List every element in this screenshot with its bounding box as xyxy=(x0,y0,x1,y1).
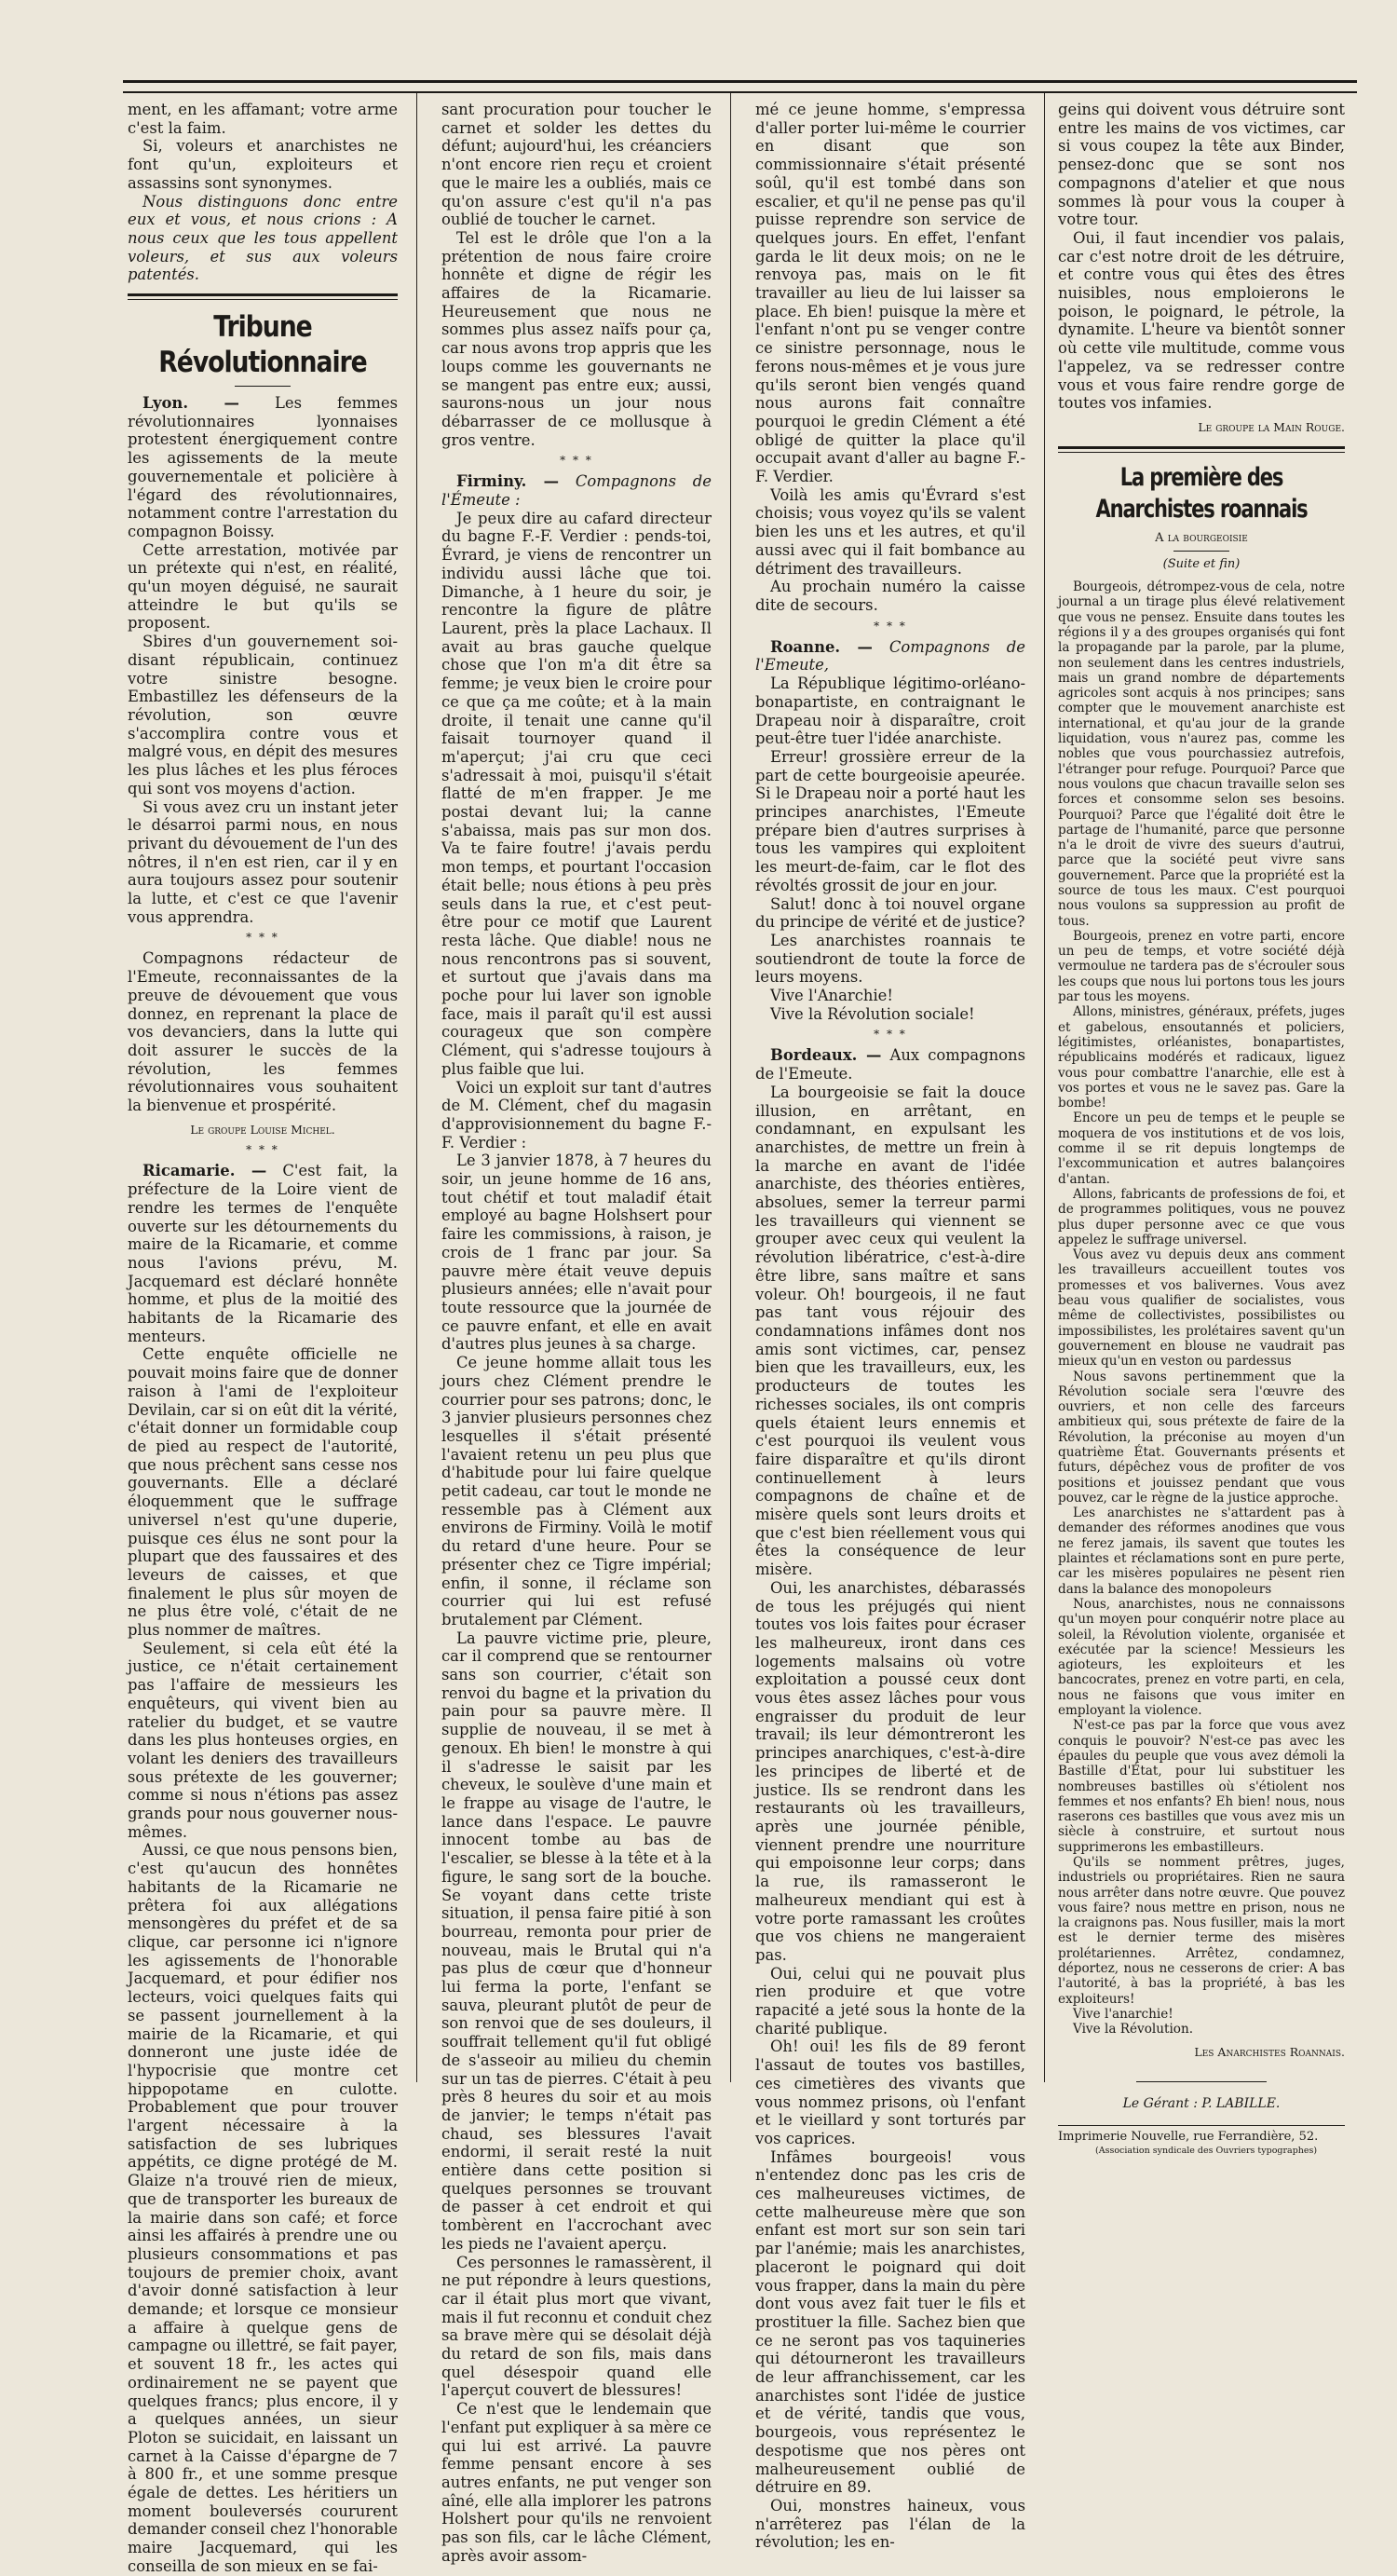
column-rule-2 xyxy=(730,93,731,2082)
kicker-ricamarie: Ricamarie. — xyxy=(142,1162,267,1180)
bordeaux-p2: Oui, les anarchistes, débarassés de tous les préjugés qui nient toutes vos lois faites pour écraser les malheureux, iront dans ces logements malsains où votre exploitation a poussé ceux dont vous êtes assez lâches pour vous engraisser du produit de leur travail; ils leur démontreront les principes anarchiques, c'est-à-dire les principes de liberté et de justice. Ils se rendront dans les restaurants où les travailleurs, après une journée pénible, viennent prendre une nourriture qui empoisonne leur corps; dans la rue, ils ramasseront le malheureux mendiant qui est à votre porte ramassant les croûtes que vos chiens ne mangeraient pas. xyxy=(755,1578,1025,1964)
col2-intro-p2: Tel est le drôle que l'on a la prétention de nous faire croire honnête et digne de régir les affaires de la Ricamarie. Heureusement que nous ne sommes plus assez naïfs pour ça, car nous avons trop appris que les loups comme les gouvernants ne se mangent pas entre eux; aussi, saurons-nous un jour nous débarrasser de ce mollusque à gros ventre. xyxy=(441,228,712,449)
lyon-p2: Cette arrestation, motivée par un prétexte qui n'est, en réalité, qu'un moyen déguisé, ne saurait atteindre le but qu'ils se proposent. xyxy=(128,540,398,633)
bordeaux-p1: La bourgeoisie se fait la douce illusion, en arrêtant, en condamnant, en expulsant les anarchistes, de mettre un frein à la marche en avant de l'idée anarchiste, des théories entières, absolues, semer la terreur parmi les travailleurs qui viennent se grouper avec ceux qui veulent la révolution libératrice, c'est-à-dire être libre, sans maître et sans voleur. Oh! bourgeois, il ne faut pas tant vous réjouir des condamnations infâmes dont nos amis sont victimes, car, pensez bien que les travailleurs, eux, les producteurs de toutes les richesses sociales, ils ont compris quels étaient leurs ennemis et c'est pourquoi ils veulent vous faire disparaître et qu'ils diront continuellement à leurs compagnons de chaîne et de misère quels sont leurs droits et que c'est bien réellement vous qui êtes la conséquence de leur misère. xyxy=(755,1083,1025,1579)
title-underline xyxy=(235,386,291,387)
roanne-p6: Vive la Révolution sociale! xyxy=(770,1004,975,1023)
roanne-p1: La République légitimo-orléano-bonapartiste, en contraignant le Drapeau noir à disparaître, croit peut-être tuer l'idée anarchiste. xyxy=(755,675,1025,748)
imprint xyxy=(1058,2130,1345,2158)
ricamarie-p4: Aussi, ce que nous pensons bien, c'est qu'aucun des honnêtes habitants de la Ricamarie ne prêtera foi aux allégations mensongères du préfet et de sa clique, car personne ici n'ignore les agissements de l'honorable Jacquemard, et pour édifier nos lecteurs, voici quelques faits qui se passent journellement à la mairie de la Ricamarie, et qui donneront une juste idée de l'hypocrisie que montre cet hippopotame en culotte. Probablement que pour trouver l'argent nécessaire à la satisfaction de ses lubriques appétits, ce digne protégé de M. Glaize n'a trouvé rien de mieux, que de transporter les bureaux de la mairie dans son café; et force ainsi les affairés à prendre une ou plusieurs consommations et pas toujours de premier choix, avant d'avoir donné satisfaction à leur demande; et lorsque ce monsieur a affaire à quelque gens de campagne ou illettré, se fait payer, et souvent 18 fr., les actes qui ordinairement ne se payent que quelques francs; plus encore, il y a quelques années, un sieur Ploton se suicidait, en laissant un carnet à la Caisse d'épargne de 7 à 800 fr., et une somme presque égale de dettes. Les héritiers un moment bouleversés coururent demander conseil chez l'honorable maire Jacquemard, qui les conseilla de son mieux en se fai- xyxy=(128,1841,398,2575)
roannais-p2: Bourgeois, prenez en votre parti, encore un peu de temps, et votre société déjà vermoulue ne tardera pas de s'écrouler sous les coups que nous lui portons tous les jours par tous les moyens. xyxy=(1058,928,1345,1005)
firminy-p7: Ce n'est que le lendemain que l'enfant put expliquer à sa mère ce qui lui est arrivé. La pauvre femme pensant encore à ses autres enfants, ne put venger son aîné, elle alla implorer les patrons Holshert pour qu'ils ne renvoient pas son fils, car le lâche Clément, après avoir assom- xyxy=(441,2400,712,2565)
imprint-rule xyxy=(1058,2125,1345,2126)
col4-intro-p2: Oui, il faut incendier vos palais, car c'est notre droit de les détruire, et contre vous qui êtes des êtres nuisibles, nous emploierons le poison, le poignard, le pétrole, la dynamite. L'heure va bientôt sonner où cette vile multitude, comme vous l'appelez, va se redresser contre vous et vous faire rendre gorge de toutes vos infamies. xyxy=(1058,228,1345,413)
firminy-p6: Ces personnes le ramassèrent, il ne put répondre à leurs questions, car il était plus mort que vivant, mais il fut reconnu et conduit chez sa brave mère qui se désolait déjà du retard de son fils, mais dans quel désespoir quand elle l'aperçut couvert de blessures! xyxy=(441,2253,712,2400)
roannais-p8: Les anarchistes ne s'attardent pas à demander des réformes anodines que vous ne ferez jamais, ils savent que toutes les plaintes et réclamations sont en pure perte, car les misères populaires ne pèsent rien dans la balance des monopoleurs xyxy=(1058,1506,1345,1597)
dinkus: * * * xyxy=(560,454,593,468)
roannais-p1: Bourgeois, détrompez-vous de cela, notre journal a un tirage plus élevé relativement que vous ne pensez. Ensuite dans toutes les régions il y a des groupes organisés qui font la propagande par la parole, par la plume, non seulement dans les centres industriels, mais un grand nombre de départements agricoles sont acquis à nos principes; sans compter que le mouvement anarchiste est international, et qu'au jour de la grande liquidation, vous n'aurez pas, comme les nobles que vous pourchassiez autrefois, l'étranger pour refuge. Pourquoi? Parce que nous voulons que chacun travaille selon ses forces et consomme selon ses besoins. Pourquoi? Parce que l'égalité doit être le partage de l'humanité, parce que personne n'a le droit de vivre des sueurs d'autrui, parce que la société peut vivre sans gouvernement. Parce que la propriété est la source de tous les maux. C'est pourquoi nous voulons sa suppression au profit de tous. xyxy=(1058,579,1345,929)
section-title-tribune: Tribune Révolutionnaire xyxy=(158,310,367,380)
roanne-p2: Erreur! grossière erreur de la part de cette bourgeoisie apeurée. Si le Drapeau noir a porté haut les principes anarchistes, l'Emeute prépare bien d'autres surprises à tous les vampires qui exploitent les meurt-de-faim, car le flot des révoltés grossit de jour en jour. xyxy=(755,747,1025,894)
roannais-p6: Vous avez vu depuis deux ans comment les travailleurs accueillent toutes vos promesses et vos balivernes. Vous avez beau vous qualifier de socialistes, vous même de collectivistes, possibilistes ou impossibilistes, les prolétaires savent qu'un gouvernement en blouse ne vaudrait pas mieux qu'un en veston ou pardessus xyxy=(1058,1247,1345,1370)
bordeaux-p4: Oh! oui! les fils de 89 feront l'assaut de toutes vos bastilles, ces cimetières des vivants que vous nommez prisons, où l'enfant et le vieillard y sont torturés par vos caprices. xyxy=(755,2038,1025,2147)
firminy-p5: La pauvre victime prie, pleure, car il comprend que se rentourner sans son courrier, c'était son renvoi du bagne et la privation du pain pour sa pauvre mère. Il supplie de nouveau, il se met à genoux. Eh bien! le monstre à qui il s'adresse le saisit par les cheveux, le soulève d'une main et le frappe au visage de l'autre, le lance dans l'espace. Le pauvre innocent tombe au bas de l'escalier, se blesse à la tête et à la figure, le sang sort de la bouche. Se voyant dans cette triste situation, il pensa faire pitié à son bourreau, remonta pour prier de nouveau, mais le Brutal qui n'a pas plus de cœur que d'honneur lui ferma la porte, l'enfant se sauva, pleurant plutôt de peur de son renvoi que de ses douleurs, il souffrait tellement qu'il fut obligé de s'asseoir au milieu du chemin sur un tas de pierres. C'était à peu près 8 heures du soir et au mois de janvier; le temps n'était pas chaud, ses blessures l'avait endormi, il serait resté la nuit entière dans cette position si quelques personnes se trouvant de passer à cet endroit et qui tombèrent en l'accrochant avec les pieds ne l'avaient aperçu. xyxy=(441,1629,712,2253)
dinkus: * * * xyxy=(874,1028,907,1042)
top-double-rule xyxy=(123,80,1357,93)
firminy-p1: Je peux dire au cafard directeur du bagne F.-F. Verdier : pends-toi, Évrard, je viens de rencontrer un individu aussi lâche que toi. Dimanche, à 1 heure du soir, je rencontre la figure de plâtre Laurent, près la place Lachaux. Il avait au bras gauche quelque chose que l'on m'a dit être sa femme; je veux bien le croire pour ce que ça me coûte; et à la main droite, il tenait une canne qu'il faisait tournoyer quand il m'aperçut; j'ai cru que ceci s'adressait à moi, puisqu'il s'était flatté de m'en frapper. Je me postai devant lui; la canne s'abaissa, mais pas sur mon dos. Va te faire foutre! j'avais perdu mon temps, et pourtant l'occasion était belle; nous étions à peu près seuls dans la rue, et c'est peut-être pour ce motif que Laurent resta lâche. Que diable! nous ne nous rencontrons pas si souvent, et surtout que j'avais dans ma poche pour lui laver son ignoble face, mais il paraît qu'il est aussi courageux que son compère Clément, qui s'adresse toujours à plus faible que lui. xyxy=(441,509,712,1078)
footer-rule xyxy=(1136,2081,1267,2082)
column-rule-1 xyxy=(416,93,417,2082)
col3-intro-p1: mé ce jeune homme, s'empressa d'aller porter lui-même le courrier en disant que son commissionnaire s'était présenté soûl, qu'il est tombé dans son escalier, et qu'il ne pense pas qu'il puisse reprendre son service de quelques jours. En effet, l'enfant garda le lit deux mois; on ne le renvoya pas, mais on le fit travailler au lieu de lui laisser sa place. Eh bien! puisque la mère et l'enfant n'ont pu se venger contre ce sinistre personnage, nous le ferons nous-mêmes et je vous jure qu'ils seront bien vengés quand nous aurons fait connaître pourquoi le gredin Clément a été obligé de quitter la place qu'il occupait avant d'aller au bagne F.-F. Verdier. xyxy=(755,101,1025,486)
firminy-p3: Le 3 janvier 1878, à 7 heures du soir, un jeune homme de 16 ans, tout chétif et tout maladif était employé au bagne Holshsert pour faire les commissions, à raison, je crois de 1 franc par jour. Sa pauvre mère était veuve depuis plusieurs années; elle n'avait pour toute ressource que la journée de ce pauvre enfant, et elle en avait d'autres plus jeunes à sa charge. xyxy=(441,1152,712,1354)
roannais-p7: Nous savons pertinemment que la Révolution sociale sera l'œuvre des ouvriers, et non celle des farceurs ambitieux qui, sous prétexte de faire de la Révolution, la préconise au moyen d'un quatrième État. Gouvernants présents et futurs, dépêchez vous de profiter de vos positions et jouissez pendant que vous pouvez, car le règne de la justice approche. xyxy=(1058,1369,1345,1506)
section-divider xyxy=(1058,446,1345,453)
imprint-address: Imprimerie Nouvelle, rue Ferrandière, 52. xyxy=(1058,2129,1319,2144)
kicker-roanne: Roanne. — xyxy=(770,637,873,656)
col1-intro-p1: ment, en les affamant; votre arme c'est la faim. xyxy=(128,101,398,137)
kicker-firminy: Firminy. — xyxy=(456,472,560,491)
compagnons-letter: Compagnons rédacteur de l'Emeute, reconnaissantes de la preuve de dévouement que vous donnez, en reprenant la place de vos devanciers, dans la lutte qui doit assurer le succès de la révolution, les femmes révolutionnaires vous souhaitent la bienvenue et prospérité. xyxy=(128,949,398,1115)
subhead-bourgeoisie: A la bourgeoisie xyxy=(1155,530,1248,545)
dinkus: * * * xyxy=(246,931,279,945)
roannais-p9: Nous, anarchistes, nous ne connaissons qu'un moyen pour conquérir notre place au soleil, la Révolution violente, organisée et exécutée par la science! Messieurs les agioteurs, les exploiteurs et les bancocrates, prenez en votre parti, en cela, nous ne faisons que vous imiter en employant la violence. xyxy=(1058,1596,1345,1719)
roannais-p11: Qu'ils se nomment prêtres, juges, industriels ou propriétaires. Rien ne saura nous arrêter dans notre œuvre. Que pouvez vous faire? nous mettre en prison, nous ne la craignons pas. Nous fusiller, mais la mort est le dernier terme des misères prolétariennes. Arrêtez, condamnez, déportez, nous ne cesserons de crier: A bas l'autorité, à bas la propriété, à bas les exploiteurs! xyxy=(1058,1855,1345,2007)
lyon-p3: Sbires d'un gouvernement soi-disant républicain, continuez votre sinistre besogne. Embastillez les défenseurs de la révolution, son œuvre s'accomplira contre vous et malgré vous, en dépit des mesures les plus lâches et les plus féroces qui sont vos moyens d'action. xyxy=(128,633,398,797)
imprint-association: (Association syndicale des Ouvriers typographes) xyxy=(1095,2145,1318,2156)
kicker-bordeaux: Bordeaux. — xyxy=(770,1046,882,1065)
column-4 xyxy=(1058,101,1345,2156)
roannais-p3: Allons, ministres, généraux, préfets, juges et gabelous, ensoutannés et policiers, légitimistes, orléanistes, bonapartistes, républicains modérés et radicaux, liguez vous pour combattre l'anarchie, elle est à vos portes et vous ne le savez pas. Gare la bombe! xyxy=(1058,1004,1345,1111)
firminy-p2: Voici un exploit sur tant d'autres de M. Clément, chef du magasin d'approvisionnement du bagne F.-F. Verdier : xyxy=(441,1078,712,1152)
subhead-rule xyxy=(1173,551,1229,552)
roanne-p4: Les anarchistes roannais te soutiendront de toute la force de leurs moyens. xyxy=(755,931,1025,987)
dinkus: * * * xyxy=(874,619,907,633)
roanne-p5: Vive l'Anarchie! xyxy=(770,987,893,1005)
lyon-p1: Les femmes révolutionnaires lyonnaises protestent énergiquement contre les agissements de la meute gouvernementale et policière à l'égard des révolutionnaires, notamment contre l'arrestation du compagnon Boissy. xyxy=(128,394,398,540)
col3-intro-p3: Au prochain numéro la caisse dite de secours. xyxy=(755,578,1025,614)
bordeaux-p6: Oui, monstres haineux, vous n'arrêterez pas l'élan de la révolution; les en- xyxy=(755,2497,1025,2552)
signature-louise-michel: Le groupe Louise Michel. xyxy=(190,1122,335,1137)
column-3 xyxy=(755,101,1025,2552)
col4-intro-p1: geins qui doivent vous détruire sont entre les mains de vos victimes, car si vous coupez la tête aux Binder, pensez-donc que se sont nos compagnons d'atelier et que nous sommes là pour vous la couper à votre tour. xyxy=(1058,101,1345,229)
roannais-p10: N'est-ce pas par la force que vous avez conquis le pouvoir? N'est-ce pas avec les épaules du peuple que vous avez démoli la Bastille d'État, pour lui substituer les nombreuses bastilles où s'étiolent nos femmes et nos enfants? Eh bien! nous, nous raserons ces bastilles que vous avez mis un siècle à construire, et surtout nous supprimerons les embastilleurs. xyxy=(1058,1718,1345,1855)
col2-intro-p1: sant procuration pour toucher le carnet et solder les dettes du défunt; aujourd'hui, les créanciers n'ont encore rien reçu et croient que le maire les a oubliés, mais ce qu'on assure c'est qu'il n'a pas oublié de toucher le carnet. xyxy=(441,101,712,229)
signature-anarchistes-roannais: Les Anarchistes Roannais. xyxy=(1194,2044,1345,2059)
bordeaux-p5: Infâmes bourgeois! vous n'entendez donc pas les cris de ces malheureuses victimes, de cette malheureuse mère que son enfant est mort sur son sein tari par l'anémie; mais les anarchistes, placeront le poignard qui doit vous frapper, dans la main du père dont vous avez fait tuer le fils et prostituer la fille. Sachez bien que ce ne seront pas vos taquineries qui détourneront les travailleurs de leur affranchissement, car les anarchistes sont l'idée de justice et de vérité, tandis que vous, bourgeois, vous représentez le despotisme que nos pères ont malheureusement oublié de détruire en 89. xyxy=(755,2147,1025,2497)
bordeaux-salutation: Aux compagnons de l'Emeute. xyxy=(755,1046,1025,1084)
ricamarie-p3: Seulement, si cela eût été la justice, ce n'était certainement pas l'affaire de messieurs les enquêteurs, qui vivent bien au ratelier du budget, et se vautre dans les plus honteuses orgies, en volant les deniers des travailleurs sous prétexte de les gouverner; comme si nous n'étions pas assez grands pour nous gouverner nous-mêmes. xyxy=(128,1639,398,1841)
roannais-p13: Vive la Révolution. xyxy=(1073,2022,1194,2038)
roannais-p4: Encore un peu de temps et le peuple se moquera de vos institutions et de vos lois, comme il se rit depuis longtemps de l'excommunication et autres balançoires d'antan. xyxy=(1058,1111,1345,1187)
dinkus: * * * xyxy=(246,1143,279,1157)
suite-et-fin: (Suite et fin) xyxy=(1162,557,1241,572)
roanne-p3: Salut! donc à toi nouvel organe du principe de vérité et de justice? xyxy=(755,894,1025,932)
lyon-p4: Si vous avez cru un instant jeter le désarroi parmi nous, en nous privant du dévouement de l'un des nôtres, il n'en est rien, car il y en aura toujours assez pour soutenir la lutte, et c'est ce que l'avenir vous apprendra. xyxy=(128,797,398,926)
gerant-line: Le Gérant : P. LABILLE. xyxy=(1122,2096,1281,2112)
col1-intro-p3: Nous distinguons donc entre eux et vous, et nous crions : A nous ceux que les tous appellent voleurs, et sus aux voleurs patentés. xyxy=(128,192,398,284)
ricamarie-p1: C'est fait, la préfecture de la Loire vient de rendre les termes de l'enquête ouverte sur les détournements du maire de la Ricamarie, et comme nous l'avions prévu, M. Jacquemard est déclaré honnête homme, et plus de la moitié des habitants de la Ricamarie des menteurs. xyxy=(128,1162,398,1345)
section-divider xyxy=(128,293,398,300)
bordeaux-p3: Oui, celui qui ne pouvait plus rien produire et que votre rapacité a jeté sous la honte de la charité publique. xyxy=(755,1964,1025,2038)
column-1 xyxy=(128,101,398,2575)
column-rule-3 xyxy=(1044,93,1045,2082)
column-2 xyxy=(441,101,712,2565)
col1-intro-p2: Si, voleurs et anarchistes ne font qu'un, exploiteurs et assassins sont synonymes. xyxy=(128,137,398,192)
roanne-salutation: Compagnons de l'Emeute, xyxy=(755,637,1025,675)
roannais-p12: Vive l'anarchie! xyxy=(1073,2006,1173,2022)
kicker-lyon: Lyon. — xyxy=(142,394,239,413)
col3-intro-p2: Voilà les amis qu'Évrard s'est choisis; vous voyez qu'ils se valent bien les uns et les autres, et qu'il aussi avec qui il fait bombance au détriment des travailleurs. xyxy=(755,485,1025,578)
firminy-salutation: Compagnons de l'Émeute : xyxy=(441,472,712,510)
firminy-p4: Ce jeune homme allait tous les jours chez Clément prendre le courrier pour ses patrons; donc, le 3 janvier plusieurs personnes chez lesquelles il s'était présenté l'avaient retenu un peu plus que d'habitude pour lui faire quelque petit cadeau, car tout le monde ne ressemble pas à Clément aux environs de Firminy. Voilà le motif du retard d'une heure. Pour se présenter chez ce Tigre impérial; enfin, il sonne, il réclame son courrier qui lui est refusé brutalement par Clément. xyxy=(441,1354,712,1629)
section-title-roannais: La première des Anarchistes roannais xyxy=(1095,462,1308,524)
signature-main-rouge: Le groupe la Main Rouge. xyxy=(1198,419,1345,434)
roannais-p5: Allons, fabricants de professions de foi, et de programmes politiques, vous ne pouvez plus duper personne avec ce que vous appelez le suffrage universel. xyxy=(1058,1186,1345,1247)
ricamarie-p2: Cette enquête officielle ne pouvait moins faire que de donner raison à l'ami de l'exploiteur Devilain, car si on eût dit la vérité, c'était donner un formidable coup de pied au respect de l'autorité, que nous prêchent sans cesse nos gouvernants. Elle a déclaré éloquemment que le suffrage universel n'est qu'une duperie, puisque ces élus ne sont pour la plupart que des faussaires et des leveurs de caisses, et que finalement le plus sûr moyen de ne plus être volé, c'était de ne plus nommer de maîtres. xyxy=(128,1345,398,1640)
